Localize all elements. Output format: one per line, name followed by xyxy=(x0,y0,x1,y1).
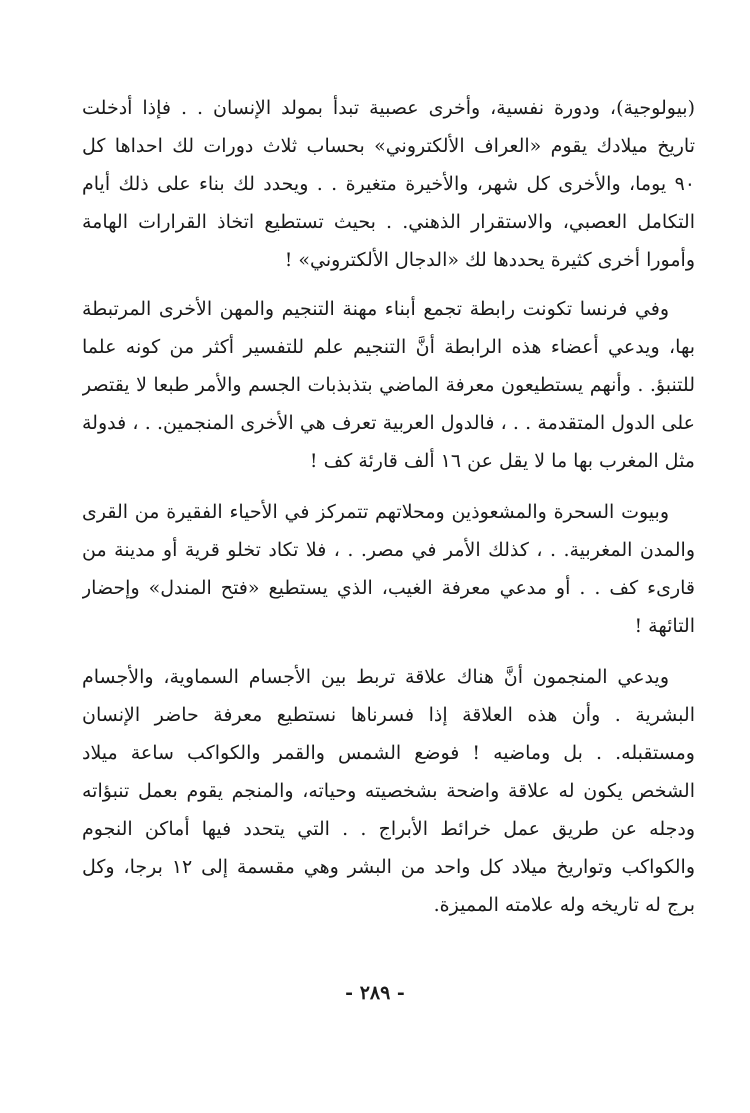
paragraph-1 xyxy=(82,89,695,279)
paragraph-2 xyxy=(82,290,695,480)
text-line: قارىء كف . . أو مدعي معرفة الغيب، الذي يستطيع «فتح المندل» وإحضار xyxy=(82,577,695,599)
page-number: - ٢٨٩ - xyxy=(345,982,405,1004)
text-line: وأمورا أخرى كثيرة يحددها لك «الدجال الألكتروني» ! xyxy=(284,249,695,271)
text-line: البشرية . وأن هذه العلاقة إذا فسرناها نستطيع معرفة حاضر الإنسان xyxy=(82,704,695,726)
text-line: والكواكب وتواريخ ميلاد كل واحد من البشر وهي مقسمة إلى ١٢ برجا، وكل xyxy=(82,856,695,878)
text-line: على الدول المتقدمة . . ، فالدول العربية تعرف هي الأخرى المنجمين. . ، فدولة xyxy=(82,412,695,434)
text-line: للتنبؤ. . وأنهم يستطيعون معرفة الماضي بتذبذبات الجسم والأمر طبعا لا يقتصر xyxy=(82,374,695,396)
text-line: برج له تاريخه وله علامته المميزة. xyxy=(433,894,695,916)
text-line: والمدن المغربية. . ، كذلك الأمر في مصر. . ، فلا تكاد تخلو قرية أو مدينة من xyxy=(82,539,695,561)
text-line: (بيولوجية)، ودورة نفسية، وأخرى عصبية تبدأ بمولد الإنسان . . فإذا أدخلت xyxy=(82,97,695,119)
paragraph-4 xyxy=(82,658,695,924)
text-line: بها، ويدعي أعضاء هذه الرابطة أنَّ التنجيم علم للتفسير أكثر من كونه علما xyxy=(82,336,695,358)
text-line: التكامل العصبي، والاستقرار الذهني. . بحيث تستطيع اتخاذ القرارات الهامة xyxy=(82,211,695,233)
text-line: وفي فرنسا تكونت رابطة تجمع أبناء مهنة التنجيم والمهن الأخرى المرتبطة xyxy=(82,298,669,320)
text-line: الشخص يكون له علاقة واضحة بشخصيته وحياته، والمنجم يقوم بعمل تنبؤاته xyxy=(82,780,695,802)
paragraph-3 xyxy=(82,493,695,645)
text-line: ٩٠ يوما، والأخرى كل شهر، والأخيرة متغيرة . . ويحدد لك بناء على ذلك أيام xyxy=(82,173,695,195)
text-line: ومستقبله. . بل وماضيه ! فوضع الشمس والقمر والكواكب ساعة ميلاد xyxy=(82,742,695,764)
text-line: تاريخ ميلادك يقوم «العراف الألكتروني» بحساب ثلاث دورات لك احداها كل xyxy=(82,135,695,157)
text-line: وبيوت السحرة والمشعوذين ومحلاتهم تتمركز في الأحياء الفقيرة من القرى xyxy=(82,501,669,523)
text-line: التائهة ! xyxy=(634,615,695,637)
text-line: مثل المغرب بها ما لا يقل عن ١٦ ألف قارئة كف ! xyxy=(309,450,695,472)
text-line: ودجله عن طريق عمل خرائط الأبراج . . التي يتحدد فيها أماكن النجوم xyxy=(82,818,695,840)
text-line: ويدعي المنجمون أنَّ هناك علاقة تربط بين الأجسام السماوية، والأجسام xyxy=(82,666,669,688)
